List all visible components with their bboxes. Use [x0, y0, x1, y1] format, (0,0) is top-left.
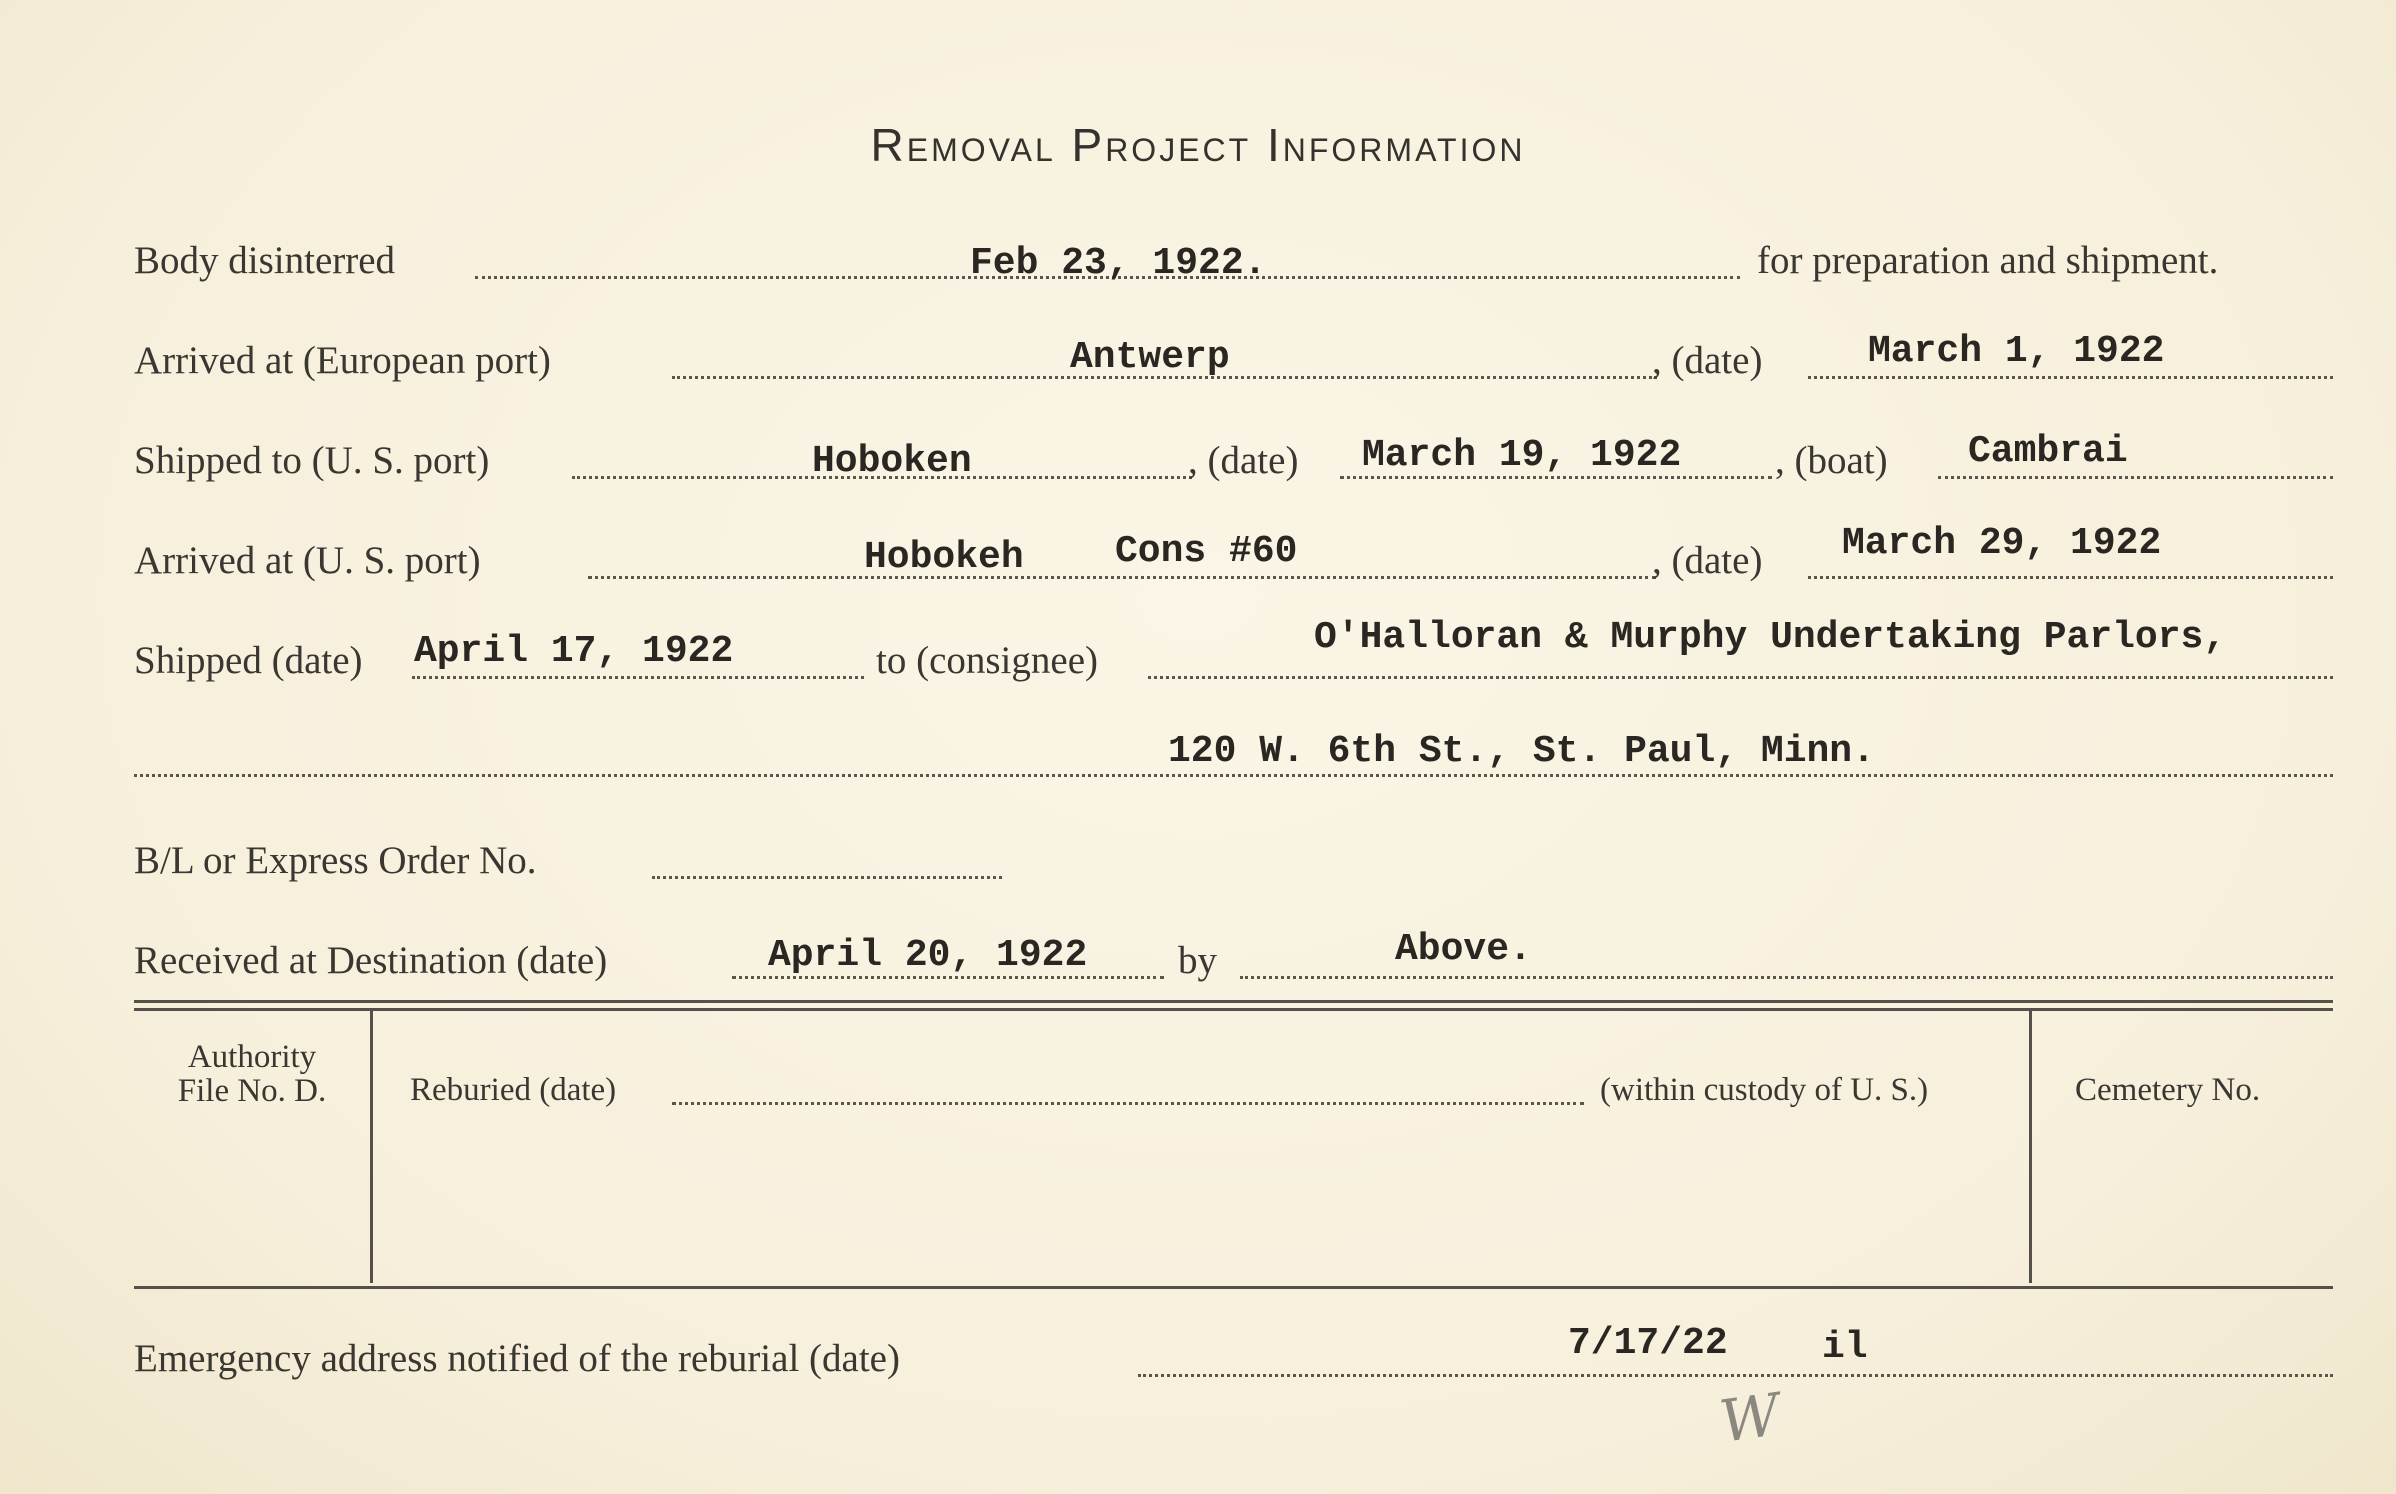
- consignee-line2: 120 W. 6th St., St. Paul, Minn.: [1168, 730, 1875, 773]
- received-value: April 20, 1922: [768, 934, 1088, 977]
- disinterred-value: Feb 23, 1922.: [970, 242, 1267, 285]
- shipped-us-boat-line: [1938, 476, 2333, 479]
- consignee-line: [1148, 676, 2333, 679]
- reburied-line: [672, 1102, 1584, 1105]
- cemetery-label: Cemetery No.: [2075, 1072, 2261, 1108]
- emergency-value: 7/17/22: [1568, 1322, 1728, 1365]
- disinterred-label: Body disinterred: [134, 239, 396, 282]
- received-by-line: [1240, 976, 2333, 979]
- shipped-line: [412, 676, 864, 679]
- european-port-date-label: , (date): [1652, 339, 1763, 382]
- shipped-us-date-label: , (date): [1188, 439, 1299, 482]
- authority-line2: File No. D.: [177, 1073, 327, 1109]
- received-by-value: Above.: [1395, 928, 1532, 971]
- emergency-line: [1138, 1374, 2333, 1377]
- table-divider-right: [2029, 1011, 2032, 1283]
- bl-label: B/L or Express Order No.: [134, 839, 537, 882]
- shipped-value: April 17, 1922: [414, 630, 734, 673]
- bl-line: [652, 876, 1002, 879]
- shipped-label: Shipped (date): [134, 639, 363, 682]
- table-divider-left: [370, 1011, 373, 1283]
- arrived-us-value: Hobokeh: [864, 536, 1024, 579]
- arrived-us-line: [588, 576, 1656, 579]
- table-top-rule-2: [134, 1008, 2333, 1011]
- shipped-us-label: Shipped to (U. S. port): [134, 439, 490, 482]
- arrived-us-cons: Cons #60: [1115, 530, 1298, 573]
- authority-line1: Authority: [187, 1039, 317, 1075]
- shipped-us-date-value: March 19, 1922: [1362, 434, 1682, 477]
- card-title: Removal Project Information: [870, 119, 1526, 171]
- disinterred-suffix: for preparation and shipment.: [1757, 239, 2219, 282]
- address-line: [134, 774, 2333, 777]
- table-bottom-rule: [134, 1286, 2333, 1289]
- arrived-us-date-value: March 29, 1922: [1842, 522, 2162, 565]
- shipped-us-value: Hoboken: [812, 440, 972, 483]
- handwritten-mark: W: [1715, 1380, 1785, 1456]
- shipped-us-boat-value: Cambrai: [1968, 430, 2128, 473]
- reburied-label: Reburied (date): [410, 1072, 617, 1108]
- arrived-us-label: Arrived at (U. S. port): [134, 539, 481, 582]
- received-label: Received at Destination (date): [134, 939, 608, 982]
- custody-label: (within custody of U. S.): [1600, 1072, 1929, 1108]
- european-port-date-value: March 1, 1922: [1868, 330, 2165, 373]
- authority-cell: [134, 1040, 370, 1108]
- arrived-us-date-label: , (date): [1652, 539, 1763, 582]
- shipped-us-boat-label: , (boat): [1775, 439, 1888, 482]
- table-top-rule-1: [134, 1000, 2333, 1003]
- consignee-line1: O'Halloran & Murphy Undertaking Parlors,: [1314, 616, 2227, 659]
- consignee-label: to (consignee): [876, 639, 1099, 682]
- european-port-label: Arrived at (European port): [134, 339, 551, 382]
- european-port-date-line: [1808, 376, 2333, 379]
- european-port-value: Antwerp: [1070, 336, 1230, 379]
- arrived-us-date-line: [1808, 576, 2333, 579]
- received-by-label: by: [1178, 939, 1217, 982]
- emergency-initials: il: [1822, 1326, 1868, 1369]
- emergency-label: Emergency address notified of the reburial (date): [134, 1337, 900, 1380]
